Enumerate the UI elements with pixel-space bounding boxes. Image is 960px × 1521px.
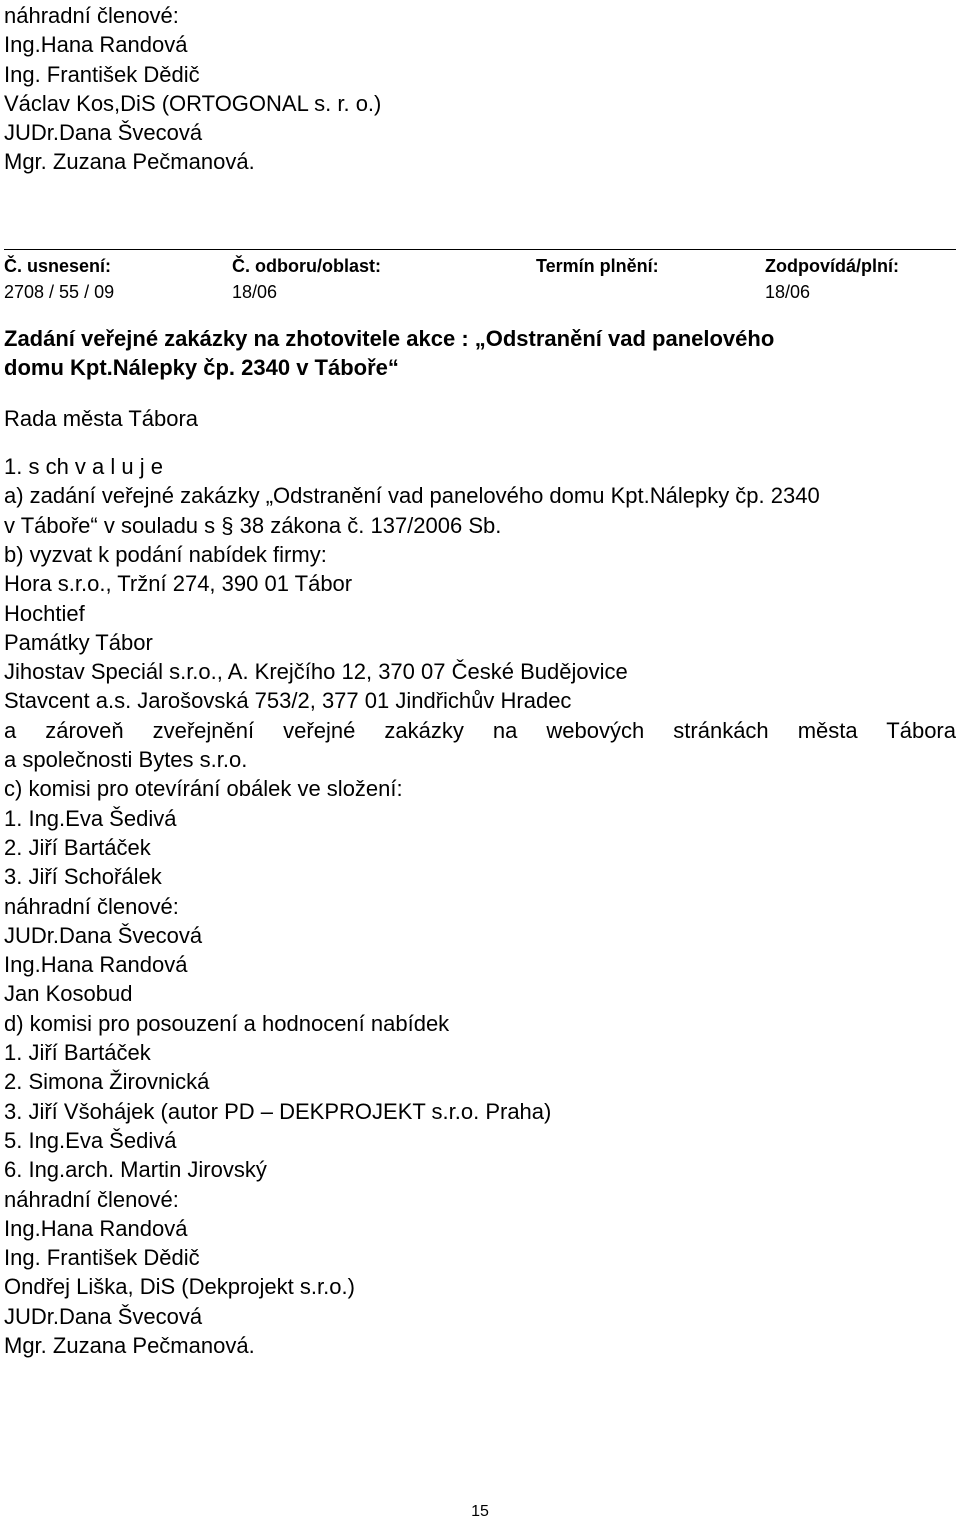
evaluation-alternates-heading: náhradní členové: — [4, 1186, 179, 1212]
opening-alternate-member: Ing.Hana Randová — [4, 952, 188, 978]
evaluation-commission-member: 1. Jiří Bartáček — [4, 1040, 151, 1066]
responsible-header: Zodpovídá/plní: — [765, 255, 899, 276]
subject-line: Zadání veřejné zakázky na zhotovitele akce : „Odstranění vad panelového — [4, 325, 775, 351]
firm-item: Stavcent a.s. Jarošovská 753/2, 377 01 Jindřichův Hradec — [4, 688, 572, 714]
top-alternate-member: Mgr. Zuzana Pečmanová. — [4, 149, 255, 175]
decision-heading: 1. s ch v a l u j e — [4, 454, 163, 480]
evaluation-alternate-member: Ing.Hana Randová — [4, 1215, 188, 1241]
horizontal-rule — [4, 249, 956, 250]
responsible-value: 18/06 — [765, 281, 811, 302]
evaluation-commission-member: 6. Ing.arch. Martin Jirovský — [4, 1157, 267, 1183]
section-a-line: a) zadání veřejné zakázky „Odstranění vad panelového domu Kpt.Nálepky čp. 2340 — [4, 483, 820, 509]
opening-alternate-member: Jan Kosobud — [4, 981, 133, 1007]
subject-line: domu Kpt.Nálepky čp. 2340 v Táboře“ — [4, 354, 399, 380]
firm-item: Památky Tábor — [4, 629, 153, 655]
publish-line: a zároveň zveřejnění veřejné zakázky na webových stránkách města Tábora — [4, 717, 956, 743]
opening-commission-member: 1. Ing.Eva Šedivá — [4, 805, 177, 831]
department-header: Č. odboru/oblast: — [232, 255, 381, 276]
evaluation-commission-member: 3. Jiří Všohájek (autor PD – DEKPROJEKT s.r.o. Praha) — [4, 1098, 552, 1124]
top-alternates-heading: náhradní členové: — [4, 3, 179, 28]
page-number: 15 — [471, 1503, 489, 1520]
section-c-heading: c) komisi pro otevírání obálek ve složení: — [4, 776, 403, 802]
section-a-line: v Táboře“ v souladu s § 38 zákona č. 137/2006 Sb. — [4, 512, 502, 538]
resolution-number: 2708 / 55 / 09 — [4, 281, 115, 302]
council-name: Rada města Tábora — [4, 405, 199, 431]
opening-commission-member: 3. Jiří Schořálek — [4, 864, 162, 890]
document-page — [4, 0, 956, 1360]
evaluation-alternate-member: Mgr. Zuzana Pečmanová. — [4, 1332, 255, 1358]
spacer — [4, 177, 956, 249]
evaluation-alternate-member: Ing. František Dědič — [4, 1245, 200, 1271]
resolution-values-row — [4, 282, 956, 308]
evaluation-alternate-member: JUDr.Dana Švecová — [4, 1303, 203, 1329]
opening-alternates-heading: náhradní členové: — [4, 893, 179, 919]
top-alternate-member: Ing.Hana Randová — [4, 32, 188, 58]
firm-item: Jihostav Speciál s.r.o., A. Krejčího 12, 370 07 České Budějovice — [4, 659, 628, 685]
top-alternates — [4, 0, 956, 177]
resolution-subject — [4, 324, 956, 382]
top-alternate-member: Ing. František Dědič — [4, 61, 200, 87]
resolution-header-row — [4, 256, 956, 282]
section-b-heading: b) vyzvat k podání nabídek firmy: — [4, 541, 327, 567]
section-d-heading: d) komisi pro posouzení a hodnocení nabídek — [4, 1010, 450, 1036]
publish-line: a společnosti Bytes s.r.o. — [4, 747, 248, 773]
firm-item: Hora s.r.o., Tržní 274, 390 01 Tábor — [4, 571, 353, 597]
evaluation-alternate-member: Ondřej Liška, DiS (Dekprojekt s.r.o.) — [4, 1274, 355, 1300]
firm-item: Hochtief — [4, 600, 85, 626]
department-value: 18/06 — [232, 281, 278, 302]
evaluation-commission-member: 2. Simona Žirovnická — [4, 1069, 210, 1095]
evaluation-commission-member: 5. Ing.Eva Šedivá — [4, 1127, 177, 1153]
resolution-number-header: Č. usnesení: — [4, 255, 112, 276]
top-alternate-member: Václav Kos,DiS (ORTOGONAL s. r. o.) — [4, 90, 382, 116]
deadline-header: Termín plnění: — [536, 255, 659, 276]
top-alternate-member: JUDr.Dana Švecová — [4, 120, 203, 146]
opening-commission-member: 2. Jiří Bartáček — [4, 834, 151, 860]
opening-alternate-member: JUDr.Dana Švecová — [4, 922, 203, 948]
spacer — [4, 433, 956, 452]
